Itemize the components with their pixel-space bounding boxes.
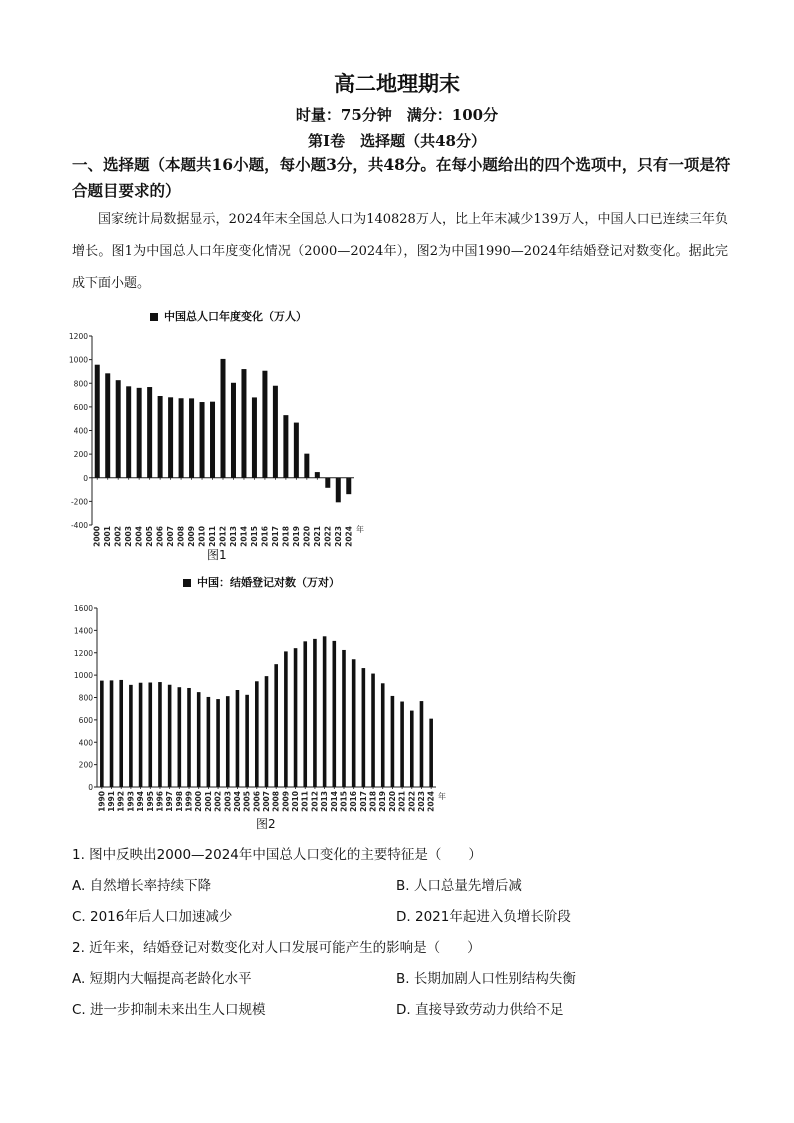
- chart2-y-tick-label: 1000: [73, 671, 93, 681]
- chart2-y-tick-label: 400: [78, 738, 93, 748]
- chart2-x-tick-label: 2000: [194, 791, 204, 812]
- chart2-bar-1997: [168, 685, 172, 787]
- chart2-x-tick-label: 2010: [291, 791, 301, 812]
- chart1-x-tick-label: 2000: [92, 526, 102, 547]
- chart2-x-tick-label: 1996: [155, 791, 165, 812]
- question-1-option-a[interactable]: A. 自然增长率持续下降: [72, 878, 212, 894]
- chart1-x-unit: 年: [356, 525, 364, 534]
- chart2-x-tick-label: 2023: [416, 791, 426, 812]
- chart1-bar-2011: [210, 402, 215, 478]
- chart1-bar-2018: [283, 415, 288, 478]
- chart1-y-tick-label: 200: [73, 450, 88, 460]
- chart1-y-tick-label: 0: [83, 473, 88, 483]
- chart1-x-tick-label: 2023: [333, 526, 343, 547]
- chart1-bar-2000: [95, 365, 100, 478]
- chart1-bar-2004: [137, 388, 142, 478]
- chart2-bar-2004: [236, 690, 240, 787]
- chart2-bar-1998: [178, 687, 182, 787]
- chart1-y-tick-label: -200: [70, 497, 88, 507]
- chart2-bar-2010: [294, 648, 298, 787]
- chart2-x-tick-label: 2016: [349, 791, 359, 812]
- question-1-option-b[interactable]: B. 人口总量先增后减: [396, 878, 522, 894]
- chart1-y-tick-label: 600: [73, 402, 88, 412]
- chart2-x-tick-label: 2007: [262, 791, 271, 812]
- chart2-bar-2001: [207, 697, 211, 787]
- chart1-legend: [150, 308, 307, 324]
- chart2-bar-1999: [187, 688, 191, 787]
- question-2-option-d[interactable]: D. 直接导致劳动力供给不足: [396, 1002, 564, 1018]
- chart1-legend-swatch: [150, 313, 158, 321]
- chart1-x-tick-label: 2022: [323, 526, 333, 547]
- chart2-bar-2012: [313, 639, 317, 787]
- chart1-bar-2010: [200, 402, 205, 478]
- chart2-bar-2017: [362, 668, 366, 787]
- chart1-x-tick-label: 2009: [187, 526, 197, 547]
- chart1-bar-2001: [105, 373, 110, 477]
- chart2-bar-1991: [110, 680, 114, 787]
- chart2-bar-2009: [284, 651, 288, 787]
- chart2-bar-2002: [216, 699, 220, 787]
- exam-title: 高二地理期末: [334, 71, 460, 96]
- chart1-bar-2006: [158, 396, 163, 478]
- chart2-x-tick-label: 1990: [97, 791, 107, 812]
- chart2-bar-2011: [303, 641, 307, 787]
- chart2-x-tick-label: 2020: [387, 791, 397, 812]
- chart1-bar-2008: [179, 398, 184, 477]
- chart1-x-tick-label: 2024: [344, 526, 354, 547]
- chart1-x-tick-label: 2012: [218, 526, 228, 547]
- chart2-legend-swatch: [183, 579, 191, 587]
- chart1-x-tick-label: 2008: [176, 526, 186, 547]
- chart1-bar-2020: [304, 454, 309, 478]
- chart1-x-tick-label: 2002: [113, 526, 123, 547]
- chart2-y-tick-label: 0: [88, 783, 93, 792]
- chart2-bar-2022: [410, 711, 414, 787]
- chart2-bar-2021: [400, 702, 404, 787]
- chart2-bar-2016: [352, 659, 356, 787]
- chart2-x-tick-label: 2021: [397, 791, 407, 812]
- chart1-x-tick-label: 2004: [134, 526, 144, 547]
- question-2-option-c[interactable]: C. 进一步抑制未来出生人口规模: [72, 1002, 266, 1018]
- chart2-y-tick-label: 600: [78, 715, 93, 725]
- chart1-x-tick-label: 2005: [145, 526, 155, 547]
- chart2-bar-2008: [274, 664, 278, 787]
- chart1-bar-2009: [189, 398, 194, 477]
- chart2-y-tick-label: 1200: [73, 648, 93, 658]
- question-1-stem: 1. 图中反映出2000—2024年中国总人口变化的主要特征是（ ）: [72, 847, 482, 863]
- chart1-bar-2003: [126, 386, 131, 477]
- chart1-x-tick-label: 2015: [249, 526, 259, 547]
- chart2-bar-2020: [391, 696, 395, 787]
- chart2-x-tick-label: 2003: [223, 791, 233, 812]
- chart2-x-tick-label: 1997: [165, 791, 175, 812]
- chart1-bar-2005: [147, 387, 152, 478]
- chart2-y-tick-label: 1400: [73, 626, 93, 636]
- chart1-x-tick-label: 2021: [312, 526, 322, 547]
- chart1-y-tick-label: 1200: [68, 332, 88, 341]
- chart2-bar-2014: [333, 641, 337, 787]
- chart1-population-change: [60, 325, 380, 550]
- chart2-bar-2015: [342, 650, 346, 787]
- chart1-x-tick-label: 2018: [281, 526, 291, 547]
- section-title: 第Ⅰ卷 选择题（共48分）: [308, 132, 486, 150]
- chart1-x-tick-label: 2007: [166, 526, 176, 547]
- chart1-x-tick-label: 2001: [103, 526, 113, 547]
- chart2-bar-2005: [245, 695, 249, 787]
- chart1-y-tick-label: 1000: [68, 355, 88, 365]
- chart2-x-tick-label: 1995: [145, 791, 155, 812]
- chart1-x-tick-label: 2016: [260, 526, 270, 547]
- chart2-bar-2019: [381, 683, 385, 787]
- chart1-x-tick-label: 2020: [302, 526, 312, 547]
- question-1-option-c[interactable]: C. 2016年后人口加速减少: [72, 909, 233, 925]
- chart2-x-tick-label: 2017: [358, 791, 368, 812]
- chart2-x-tick-label: 2015: [339, 791, 349, 812]
- chart1-x-tick-label: 2006: [155, 526, 165, 547]
- chart2-x-unit: 年: [438, 792, 446, 801]
- chart2-legend: [183, 574, 340, 590]
- chart2-marriage-registrations: [60, 598, 460, 813]
- chart1-x-tick-label: 2019: [291, 526, 301, 547]
- chart2-x-tick-label: 2008: [271, 791, 281, 812]
- chart2-bar-2013: [323, 636, 327, 787]
- chart2-x-tick-label: 2014: [329, 791, 339, 812]
- chart2-x-tick-label: 2019: [378, 791, 388, 812]
- chart2-x-tick-label: 2018: [368, 791, 378, 812]
- chart2-x-tick-label: 1999: [184, 791, 194, 812]
- chart1-x-tick-label: 2017: [270, 526, 280, 547]
- question-2-option-a[interactable]: A. 短期内大幅提高老龄化水平: [72, 971, 252, 987]
- chart1-x-tick-label: 2010: [197, 526, 207, 547]
- question-1-option-d[interactable]: D. 2021年起进入负增长阶段: [396, 909, 571, 925]
- chart2-bar-2006: [255, 681, 259, 787]
- chart2-bar-2007: [265, 676, 269, 787]
- chart2-bar-2003: [226, 696, 230, 787]
- chart1-y-tick-label: 800: [73, 379, 88, 389]
- chart2-bar-2000: [197, 692, 201, 787]
- chart1-x-tick-label: 2003: [124, 526, 134, 547]
- chart1-bar-2015: [252, 397, 257, 477]
- chart1-legend-label: 中国总人口年度变化（万人）: [164, 310, 307, 323]
- chart2-bar-1996: [158, 682, 162, 787]
- chart1-bar-2021: [315, 472, 320, 478]
- chart2-x-tick-label: 1992: [116, 791, 126, 812]
- chart1-bar-2012: [221, 359, 226, 478]
- chart2-bar-1995: [148, 683, 152, 787]
- chart1-bar-2019: [294, 423, 299, 478]
- chart1-x-tick-label: 2011: [208, 526, 218, 547]
- chart2-x-tick-label: 1994: [136, 791, 146, 812]
- chart1-y-tick-label: 400: [73, 426, 88, 436]
- chart2-x-tick-label: 2006: [252, 791, 262, 812]
- chart2-bar-1990: [100, 681, 104, 787]
- chart1-bar-2002: [116, 380, 121, 478]
- chart2-bar-1994: [139, 683, 143, 787]
- chart2-bar-2024: [429, 719, 433, 787]
- chart2-x-tick-label: 2022: [407, 791, 417, 812]
- chart2-legend-label: 中国：结婚登记对数（万对）: [197, 576, 340, 589]
- chart2-x-tick-label: 1991: [107, 791, 117, 812]
- chart2-x-tick-label: 2004: [232, 791, 242, 812]
- chart2-x-tick-label: 2012: [310, 791, 320, 812]
- chart1-caption: 图1: [207, 548, 227, 562]
- chart2-x-tick-label: 2001: [203, 791, 213, 812]
- chart2-x-tick-label: 2024: [426, 791, 436, 812]
- chart1-bar-2014: [241, 369, 246, 478]
- chart1-bar-2017: [273, 386, 278, 478]
- chart2-bar-1993: [129, 685, 133, 787]
- chart2-x-tick-label: 2005: [242, 791, 252, 812]
- chart2-bar-2018: [371, 674, 375, 787]
- chart1-y-tick-label: -400: [70, 521, 88, 530]
- chart2-y-tick-label: 800: [78, 693, 93, 703]
- chart2-x-tick-label: 1998: [174, 791, 184, 812]
- question-2-stem: 2. 近年来，结婚登记对数变化对人口发展可能产生的影响是（ ）: [72, 940, 481, 956]
- chart2-y-tick-label: 200: [78, 760, 93, 770]
- chart2-bar-1992: [119, 680, 123, 787]
- chart2-x-tick-label: 2013: [320, 791, 330, 812]
- section-heading: 一、选择题（本题共16小题，每小题3分，共48分。在每小题给出的四个选项中，只有一项是符合题目要求的）: [72, 155, 731, 200]
- chart2-x-tick-label: 2009: [281, 791, 291, 812]
- chart1-bar-2024: [346, 478, 351, 494]
- chart2-caption: 图2: [256, 817, 276, 831]
- chart1-bar-2013: [231, 383, 236, 478]
- chart2-bar-2023: [420, 701, 424, 787]
- reading-passage: 国家统计局数据显示，2024年末全国总人口为140828万人，比上年末减少139万人，中国人口已连续三年负增长。图1为中国总人口年度变化情况（2000—2024年），图2为中国1990—2024年结婚登记对数变化。据此完成下面小题。: [72, 212, 728, 291]
- chart1-bar-2007: [168, 397, 173, 477]
- exam-meta-line: 时量：75分钟 满分：100分: [295, 106, 499, 124]
- chart2-x-tick-label: 2011: [300, 791, 310, 812]
- chart1-bar-2023: [336, 478, 341, 503]
- chart1-bar-2016: [262, 371, 267, 478]
- question-2-option-b[interactable]: B. 长期加剧人口性别结构失衡: [396, 971, 576, 987]
- chart1-x-tick-label: 2013: [228, 526, 238, 547]
- chart1-x-tick-label: 2014: [239, 526, 249, 547]
- chart2-y-tick-label: 1600: [73, 604, 93, 613]
- chart2-x-tick-label: 2002: [213, 791, 223, 812]
- chart2-x-tick-label: 1993: [126, 791, 136, 812]
